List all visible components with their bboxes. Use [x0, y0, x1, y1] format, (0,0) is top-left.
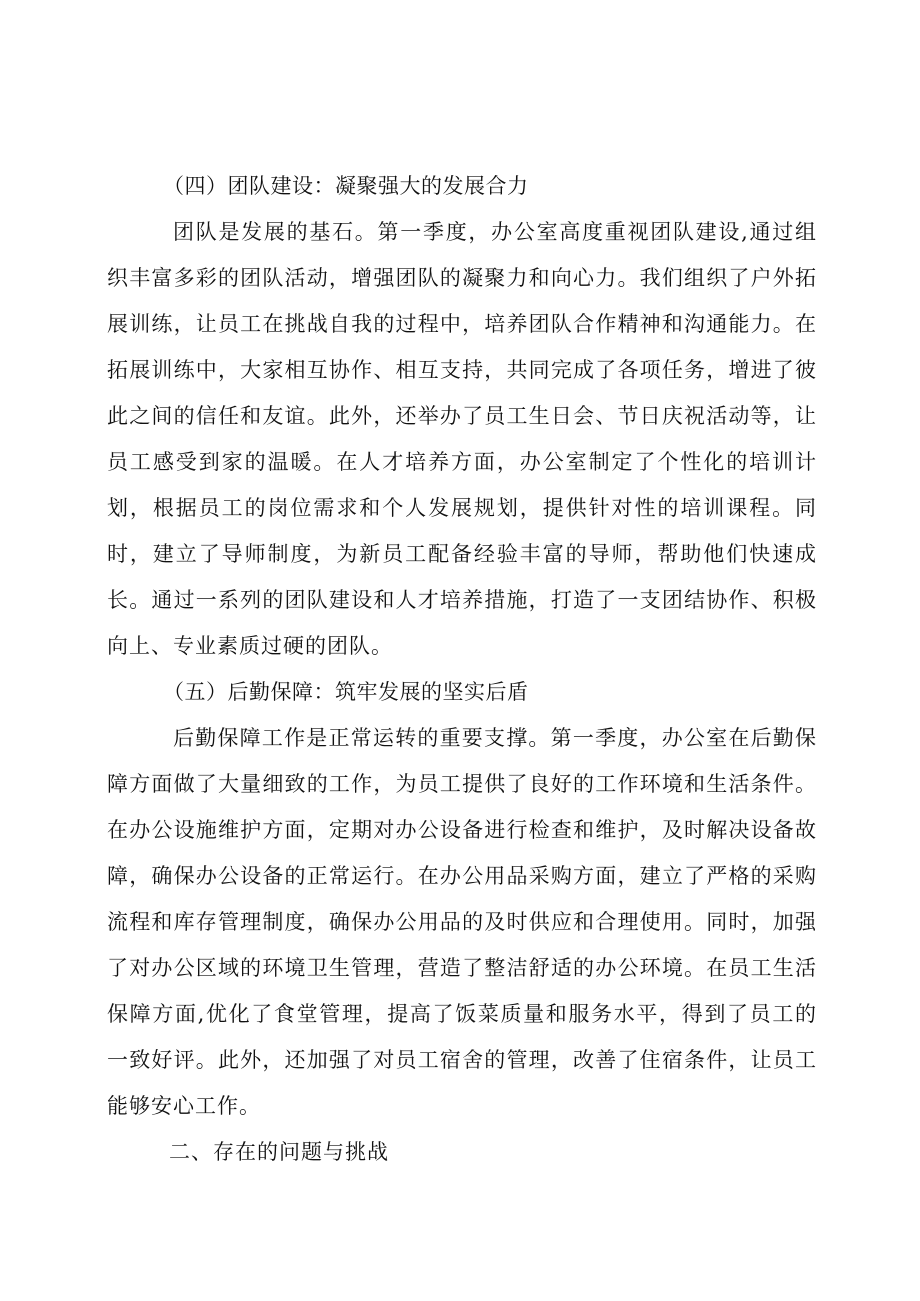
section-four-heading: （四）团队建设：凝聚强大的发展合力 [163, 174, 529, 198]
section-four-paragraph: 团队是发展的基石。第一季度，办公室高度重视团队建设,通过组织丰富多彩的团队活动，增强团队的凝聚力和向心力。我们组织了户外拓展训练，让员工在挑战自我的过程中，培养团队合作精神和沟通能力。在拓展训练中，大家相互协作、相互支持，共同完成了各项任务，增进了彼此之间的信任和友谊。此外，还举办了员工生日会、节日庆祝活动等，让员工感受到家的温暖。在人才培养方面，办公室制定了个性化的培训计划，根据员工的岗位需求和个人发展规划，提供针对性的培训课程。同时，建立了导师制度，为新员工配备经验丰富的导师，帮助他们快速成长。通过一系列的团队建设和人才培养措施，打造了一支团结协作、积极向上、专业素质过硬的团队。 [107, 220, 817, 658]
part-two-heading: 二、存在的问题与挑战 [169, 1140, 389, 1164]
document-body [107, 163, 817, 1175]
section-five-heading: （五）后勤保障：筑牢发展的坚实后盾 [163, 680, 529, 704]
section-five-paragraph: 后勤保障工作是正常运转的重要支撑。第一季度，办公室在后勤保障方面做了大量细致的工作，为员工提供了良好的工作环境和生活条件。在办公设施维护方面，定期对办公设备进行检查和维护，及时解决设备故障，确保办公设备的正常运行。在办公用品采购方面，建立了严格的采购流程和库存管理制度，确保办公用品的及时供应和合理使用。同时，加强了对办公区域的环境卫生管理，营造了整洁舒适的办公环境。在员工生活保障方面,优化了食堂管理，提高了饭菜质量和服务水平，得到了员工的一致好评。此外，还加强了对员工宿舍的管理，改善了住宿条件，让员工能够安心工作。 [107, 726, 817, 1118]
